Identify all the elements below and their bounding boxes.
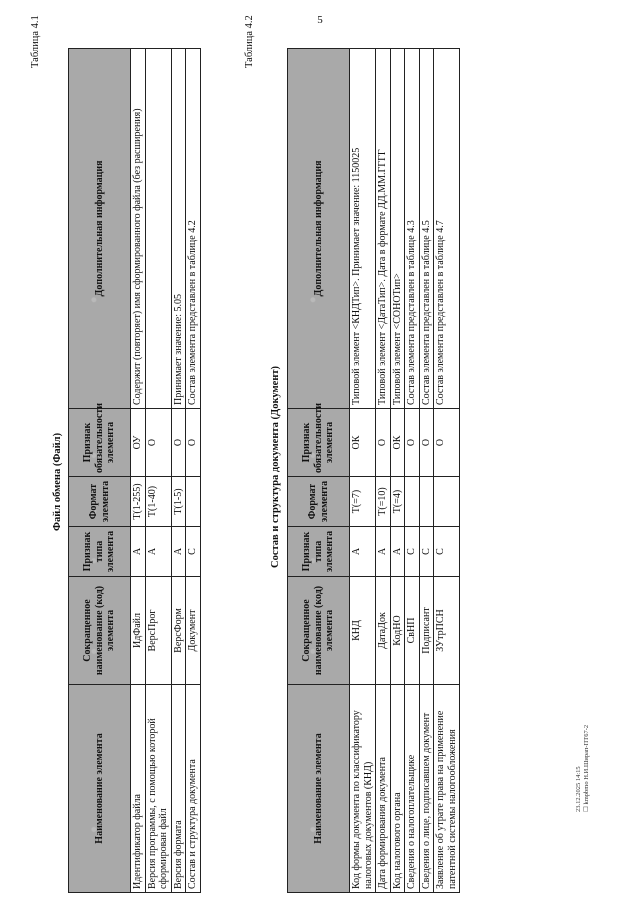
table-row — [171, 49, 186, 893]
header-cell: Формат элемента — [69, 477, 131, 527]
cell-format: T(1-40) — [145, 477, 171, 527]
cell-type: А — [145, 527, 171, 577]
cell-type: А — [131, 527, 146, 577]
cell-format: T(1-255) — [131, 477, 146, 527]
header-cell: Дополнительная информация — [288, 49, 350, 409]
cell-name: Код формы документа по классификатору налоговых документов (КНД) — [350, 685, 376, 893]
cell-type: А — [390, 527, 405, 577]
rotated-page-content — [22, 15, 612, 893]
cell-code: ДатаДок — [376, 577, 391, 685]
cell-required: О — [376, 409, 391, 477]
header-cell: Признак типа элемента — [288, 527, 350, 577]
cell-required: ОК — [390, 409, 405, 477]
table-row — [376, 49, 391, 893]
cell-name: Сведения о налогоплательщике — [405, 685, 420, 893]
cell-name: Сведения о лице, подписавшем документ — [419, 685, 434, 893]
cell-info: Состав элемента представлен в таблице 4.3 — [405, 49, 420, 409]
cell-info: Состав элемента представлен в таблице 4.7 — [434, 49, 460, 409]
table-row — [405, 49, 420, 893]
table-file-exchange — [68, 48, 201, 893]
table-row — [419, 49, 434, 893]
table-4-1-title: Файл обмена (Файл) — [52, 432, 63, 531]
cell-info: Содержит (повторяет) имя сформированного файла (без расширения) — [131, 49, 146, 409]
header-cell: Наименование элемента — [288, 685, 350, 893]
table-document-structure — [287, 48, 460, 893]
cell-info: Принимает значение: 5.05 — [171, 49, 186, 409]
cell-required: ОУ — [131, 409, 146, 477]
table-4-2-label: Таблица 4.2 — [244, 15, 255, 68]
header-cell: Признак обязательности элемента — [288, 409, 350, 477]
cell-name: Код налогового органа — [390, 685, 405, 893]
cell-code: КНД — [350, 577, 376, 685]
cell-required: О — [186, 409, 201, 477]
header-cell: Наименование элемента — [69, 685, 131, 893]
cell-code: ЗУтрПСН — [434, 577, 460, 685]
cell-format: T(=10) — [376, 477, 391, 527]
table-4-1-label: Таблица 4.1 — [30, 15, 41, 68]
header-cell: Сокращенное наименование (код) элемента — [69, 577, 131, 685]
table-row — [350, 49, 376, 893]
cell-required: О — [171, 409, 186, 477]
cell-required: О — [405, 409, 420, 477]
cell-name: Идентификатор файла — [131, 685, 146, 893]
cell-code: Документ — [186, 577, 201, 685]
header-cell: Сокращенное наименование (код) элемента — [288, 577, 350, 685]
cell-type: А — [171, 527, 186, 577]
cell-type: А — [350, 527, 376, 577]
cell-format — [186, 477, 201, 527]
cell-name: Состав и структура документа — [186, 685, 201, 893]
cell-info — [145, 49, 171, 409]
cell-format: T(=4) — [390, 477, 405, 527]
cell-code: ВерсФорм — [171, 577, 186, 685]
table-4-2-title: Состав и структура документа (Документ) — [270, 365, 281, 568]
cell-type: А — [376, 527, 391, 577]
footer-timestamp: 23.12.2025 14:15 — [575, 766, 582, 812]
table-row — [390, 49, 405, 893]
cell-required: О — [145, 409, 171, 477]
cell-format: T(1-5) — [171, 477, 186, 527]
cell-type: С — [405, 527, 420, 577]
footer-author: ☐ kmpbmo Н.И.Ширап-ПТ67-2 — [583, 724, 590, 812]
cell-format — [419, 477, 434, 527]
table-row — [434, 49, 460, 893]
cell-required: ОК — [350, 409, 376, 477]
cell-code: Подписант — [419, 577, 434, 685]
cell-name: Дата формирования документа — [376, 685, 391, 893]
cell-type: С — [419, 527, 434, 577]
table-row — [145, 49, 171, 893]
cell-format — [405, 477, 420, 527]
cell-format — [434, 477, 460, 527]
cell-name: Версия формата — [171, 685, 186, 893]
cell-info: Состав элемента представлен в таблице 4.5 — [419, 49, 434, 409]
cell-name: Заявление об утрате права на применение патентной системы налогообложения — [434, 685, 460, 893]
cell-info: Состав элемента представлен в таблице 4.2 — [186, 49, 201, 409]
cell-required: О — [434, 409, 460, 477]
cell-info: Типовой элемент <ДатаТип>. Дата в формате ДД.ММ.ГГГГ — [376, 49, 391, 409]
cell-name: Версия программы, с помощью которой сформирован файл — [145, 685, 171, 893]
cell-code: СвНП — [405, 577, 420, 685]
table-row — [186, 49, 201, 893]
header-cell: Формат элемента — [288, 477, 350, 527]
cell-code: ВерсПрог — [145, 577, 171, 685]
header-cell: Признак обязательности элемента — [69, 409, 131, 477]
cell-info: Типовой элемент <КНДТип>. Принимает значение: 1150025 — [350, 49, 376, 409]
table-row — [131, 49, 146, 893]
cell-type: С — [186, 527, 201, 577]
cell-code: КодНО — [390, 577, 405, 685]
header-cell: Дополнительная информация — [69, 49, 131, 409]
cell-type: С — [434, 527, 460, 577]
cell-info: Типовой элемент <СОНОТип> — [390, 49, 405, 409]
header-cell: Признак типа элемента — [69, 527, 131, 577]
cell-required: О — [419, 409, 434, 477]
cell-format: T(=7) — [350, 477, 376, 527]
page-number: 5 — [317, 14, 323, 26]
cell-code: ИдФайл — [131, 577, 146, 685]
